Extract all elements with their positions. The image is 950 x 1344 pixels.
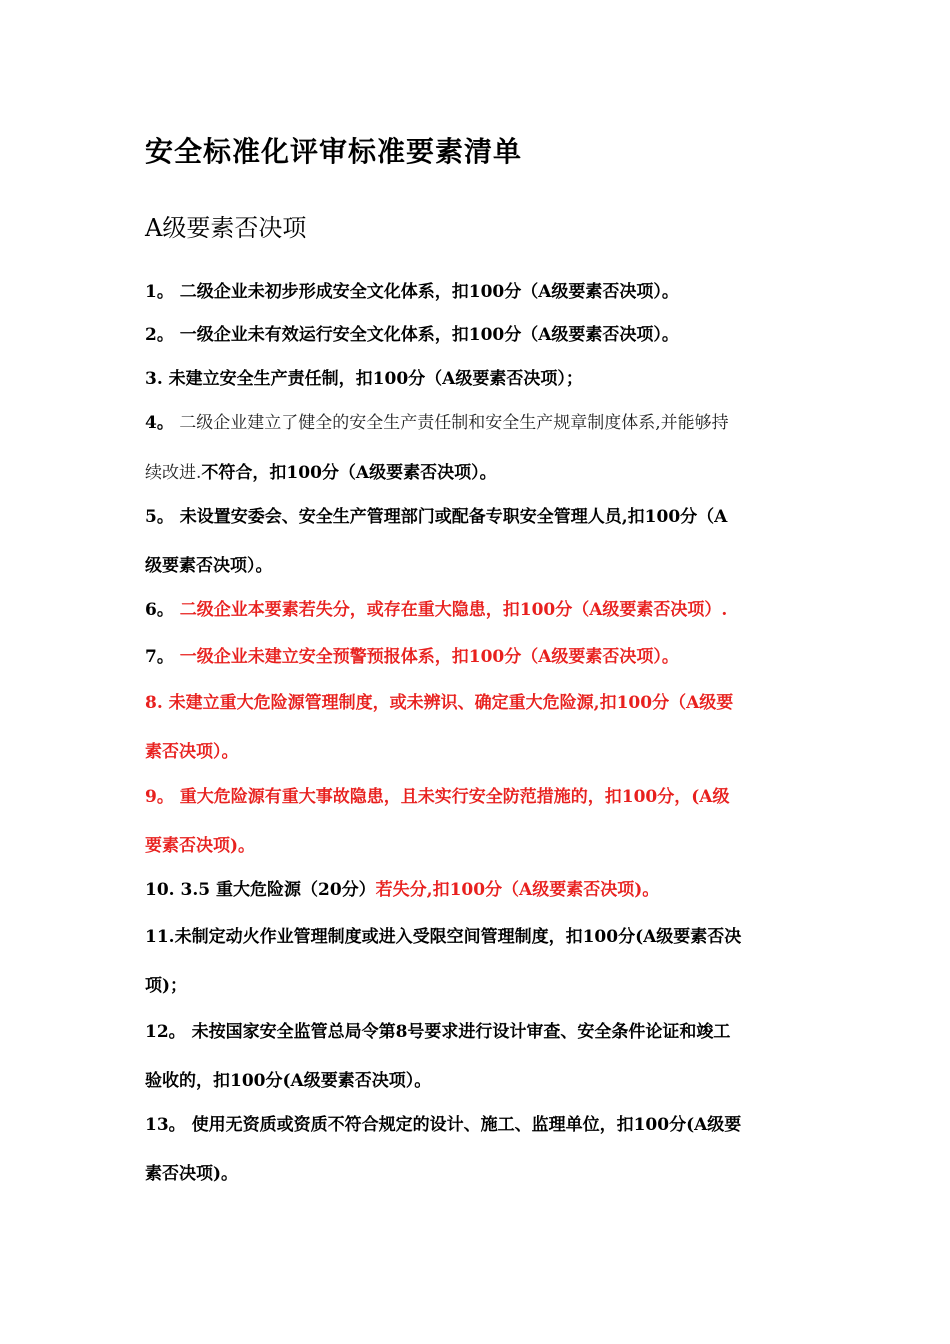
item-text: 项)； (145, 976, 188, 996)
list-item-10 (145, 878, 659, 902)
list-item-11-continuation (145, 974, 187, 998)
list-item-7 (145, 645, 679, 669)
list-item-12-continuation (145, 1069, 431, 1093)
item-number: 1。 (145, 282, 174, 302)
list-item-13-continuation (145, 1162, 238, 1186)
item-text: 一级企业未建立安全预警预报体系，扣100分（A级要素否决项）。 (173, 647, 679, 667)
item-text: 素否决项)。 (145, 1164, 239, 1184)
list-item-8 (145, 691, 733, 715)
item-text: 级要素否决项）。 (145, 556, 273, 576)
list-item-5-continuation (145, 554, 273, 578)
item-number: 13。 (145, 1115, 186, 1135)
item-number: 10. (145, 880, 175, 900)
item-text: 不符合，扣100分（A级要素否决项）。 (201, 463, 497, 483)
item-number: 4。 (145, 413, 174, 433)
item-text: 未建立安全生产责任制，扣100分（A级要素否决项）； (162, 369, 583, 389)
item-text: 未按国家安全监管总局令第8号要求进行设计审查、安全条件论证和竣工 (185, 1022, 731, 1042)
list-item-9 (145, 785, 729, 809)
item-text: 要素否决项)。 (145, 836, 256, 856)
item-number: 9。 (145, 787, 174, 807)
item-text: 二级企业未初步形成安全文化体系，扣100分（A级要素否决项）。 (173, 282, 679, 302)
item-number: 2。 (145, 325, 174, 345)
item-text: 一级企业未有效运行安全文化体系，扣100分（A级要素否决项）。 (173, 325, 679, 345)
item-text: 使用无资质或资质不符合规定的设计、施工、监理单位，扣100分(A级要 (185, 1115, 742, 1135)
item-text: 未设置安委会、安全生产管理部门或配备专职安全管理人员,扣100分（A (173, 507, 728, 527)
list-item-9-continuation (145, 834, 255, 858)
document-title: 安全标准化评审标准要素清单 (145, 135, 523, 168)
list-item-12 (145, 1020, 730, 1044)
list-item-4-continuation (145, 461, 497, 485)
item-number: 8. (145, 693, 163, 713)
item-text: 二级企业本要素若失分，或存在重大隐患，扣100分（A级要素否决项）. (173, 600, 728, 620)
item-number: 6。 (145, 600, 174, 620)
list-item-11 (145, 925, 741, 949)
item-number: 12。 (145, 1022, 186, 1042)
item-text: 未建立重大危险源管理制度，或未辨识、确定重大危险源,扣100分（A级要 (162, 693, 734, 713)
item-text: 二级企业建立了健全的安全生产责任制和安全生产规章制度体系,并能够持 (173, 413, 729, 433)
list-item-6 (145, 598, 727, 622)
list-item-3 (145, 367, 583, 391)
item-text: 若失分,扣100分（A级要素否决项)。 (375, 880, 660, 900)
item-text: 素否决项）。 (145, 742, 239, 762)
list-item-4 (145, 411, 729, 435)
item-text: 未制定动火作业管理制度或进入受限空间管理制度，扣100分(A级要素否决 (174, 927, 742, 947)
section-heading: A级要素否决项 (145, 214, 307, 242)
list-item-5 (145, 505, 727, 529)
item-number: 5。 (145, 507, 174, 527)
list-item-2 (145, 323, 679, 347)
item-text: 续改进. (145, 463, 202, 483)
list-item-1 (145, 280, 679, 304)
item-text: 验收的，扣100分(A级要素否决项）。 (145, 1071, 432, 1091)
item-number: 7。 (145, 647, 174, 667)
item-text: 3.5 重大危险源（20分） (174, 880, 376, 900)
list-item-13 (145, 1113, 741, 1137)
list-item-8-continuation (145, 740, 239, 764)
item-number: 3. (145, 369, 163, 389)
item-number: 11. (145, 927, 175, 947)
item-text: 重大危险源有重大事故隐患，且未实行安全防范措施的，扣100分，(A级 (173, 787, 730, 807)
